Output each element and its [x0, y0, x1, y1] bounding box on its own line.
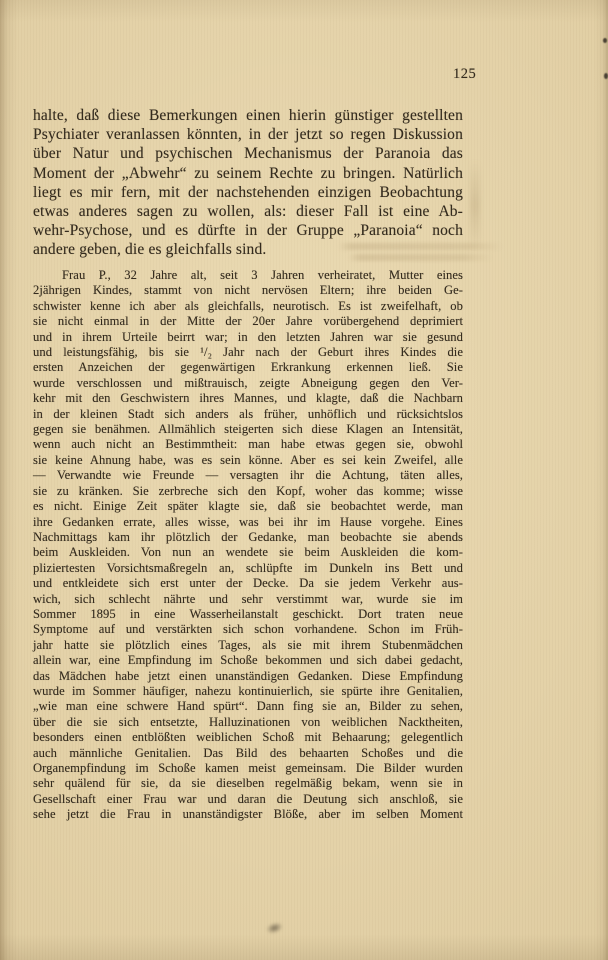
text-line: — Verwandte wie Freunde — versagten ihr die Achtung, täten alles, [33, 468, 463, 483]
text-line: in der kleinen Stadt sich anders als früher, unhöflich und rücksichtslos [33, 406, 463, 421]
text-line: auch männliche Genitalien. Das Bild des behaarten Schoßes und die [33, 745, 463, 760]
text-line: ersten Anzeichen der gegenwärtigen Erkrankung erkennen ließ. Sie [33, 360, 463, 375]
text-line: sehe jetzt die Frau in unanständigster Blöße, aber im selben Moment [33, 807, 463, 822]
text-line: „wie man eine schwere Hand spürt“. Dann fing sie an, Bilder zu sehen, [33, 699, 463, 714]
text-line: allein war, eine Empfindung im Schoße bekommen und sich dabei gedacht, [33, 653, 463, 668]
text-line: und leistungsfähig, bis sie ¹/₂ Jahr nach der Geburt ihres Kindes die [33, 345, 463, 360]
page-number: 125 [453, 66, 477, 82]
text-line: halte, daß diese Bemerkungen einen hierin günstiger gestellten [33, 107, 463, 124]
text-line: kehr mit den Geschwistern ihres Mannes, und klagte, daß die Nachbarn [33, 391, 463, 406]
text-line: Nachmittags kam ihr plötzlich der Gedanke, man beobachte sie abends [33, 529, 463, 544]
paragraph-intro [33, 106, 463, 260]
text-line: und entkleidete sich erst unter der Decke. Da sie jedem Verkehr aus- [33, 576, 463, 591]
text-line: besonders einen entblößten weiblichen Schoß mit Behaarung; gelegentlich [33, 730, 463, 745]
text-line: pliziertesten Vorsichtsmaßregeln an, schlüpfte im Dunkeln ins Bett und [33, 560, 463, 575]
text-line: Symptome auf und verstärkten sich schon vorhandene. Schon im Früh- [33, 622, 463, 637]
edge-speck [603, 38, 607, 43]
text-line: wenn auch nicht an Bestimmtheit: man habe etwas gegen sie, obwohl [33, 437, 463, 452]
text-line: Psychiater veranlassen könnten, in der jetzt so regen Diskussion [33, 126, 463, 144]
text-line: jahr hatte sie plötzlich eines Tages, als sie mit ihrem Stubenmädchen [33, 637, 463, 652]
text-line: Organempfindung im Schoße kamen meist gemeinsam. Die Bilder wurden [33, 761, 463, 775]
text-line: andere geben, die es gleichfalls sind. [33, 241, 267, 259]
paragraph-case-history [33, 268, 463, 823]
text-line: etwas anderes sagen zu wollen, als: dieser Fall ist eine Ab- [33, 203, 463, 221]
text-line: sehr quälend für sie, da sie dieselben regelmäßig bekam, wenn sie in [33, 776, 463, 791]
text-line: über die sie sich entsetzte, Halluzinationen von weiblichen Nacktheiten, [33, 714, 463, 729]
text-line: gegen sie benähmen. Allmählich steigerten sich diese Klagen an Intensität, [33, 422, 463, 437]
ink-smudge [265, 921, 284, 936]
text-line: liegt es mir fern, mit der nachstehenden einzigen Beobachtung [33, 183, 463, 201]
text-line: über Natur und psychischen Mechanismus der Paranoia das [33, 145, 463, 163]
text-line: Moment der „Abwehr“ zu seinem Rechte zu bringen. Natürlich [33, 164, 463, 182]
text-line: wehr-Psychose, und es dürfte in der Gruppe „Paranoia“ noch [33, 222, 463, 240]
text-line: 2jährigen Kindes, stammt von nicht nervösen Eltern; ihre beiden Ge- [33, 283, 463, 298]
text-line: wurde verschlossen und mißtrauisch, zeigte Abneigung gegen den Ver- [33, 375, 463, 390]
text-line: es nicht. Einige Zeit später klagte sie, daß sie beobachtet werde, man [33, 499, 463, 514]
text-line: Sommer 1895 in eine Wasserheilanstalt geschickt. Dort traten neue [33, 606, 463, 621]
text-line: sie keine Ahnung habe, was es sein könne. Aber es sei kein Zweifel, alle [33, 452, 463, 467]
bleed-through-artifact [470, 160, 480, 250]
text-line: ihre Gedanken errate, alles wisse, was bei ihr im Hause vorgehe. Eines [33, 514, 463, 529]
text-line: schwister kenne ich aber als gleichfalls, neurotisch. Es ist zweifelhaft, ob [33, 298, 463, 313]
edge-speck [604, 73, 608, 79]
text-line: wurde im Sommer häufiger, nahezu kontinuierlich, sie spürte ihre Genitalien, [33, 683, 463, 698]
text-line: sie nicht einmal in der Mitte der 20er Jahre vorübergehend deprimiert [33, 314, 463, 329]
text-line: sie zu kränken. Sie zerbreche sich den Kopf, woher das komme; wisse [33, 483, 463, 498]
text-line: beim Auskleiden. Von nun an wendete sie beim Auskleiden die kom- [33, 545, 463, 560]
text-line: das Mädchen habe jetzt einen unanständigen Gedanken. Diese Empfindung [33, 668, 463, 683]
text-line: Frau P., 32 Jahre alt, seit 3 Jahren verheiratet, Mutter eines [62, 268, 463, 282]
text-line: wich, sich schlecht nährte und sehr verstimmt war, wurde sie im [33, 591, 463, 606]
text-line: Gesellschaft einer Frau war und daran die Deutung sich anschloß, sie [33, 791, 463, 806]
text-line: und in ihrem Urteile beirrt war; in den letzten Jahren war sie gesund [33, 329, 463, 344]
